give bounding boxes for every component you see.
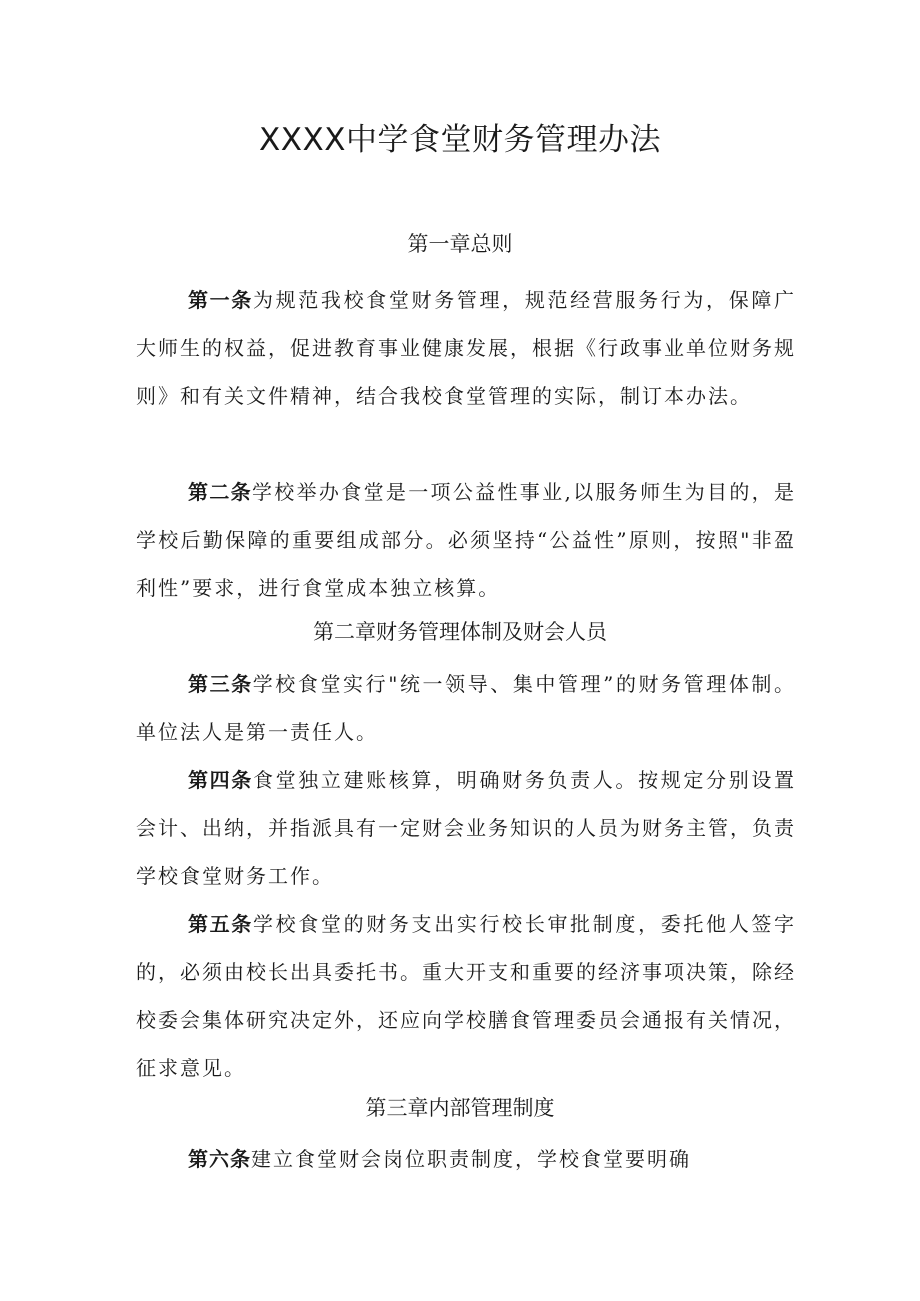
article-4-number: 第四条: [188, 768, 253, 792]
article-3: [136, 660, 796, 756]
article-1: [136, 276, 796, 420]
chapter-2-heading: 第二章财务管理体制及财会人员: [313, 620, 607, 644]
article-5: [136, 900, 796, 1092]
article-1-text: 为规范我校食堂财务管理，规范经营服务行为，保障广大师生的权益，促进教育事业健康发展，根据《行政事业单位财务规则》和有关文件精神，结合我校食堂管理的实际，制订本办法。: [136, 288, 797, 408]
chapter-3-heading: 第三章内部管理制度: [365, 1096, 555, 1120]
article-5-text: 学校食堂的财务支出实行校长审批制度，委托他人签字的，必须由校长出具委托书。重大开支和重要的经济事项决策，除经校委会集体研究决定外，还应向学校膳食管理委员会通报有关情况，征求意见。: [136, 912, 797, 1080]
article-1-number: 第一条: [188, 288, 253, 312]
article-6: [136, 1135, 796, 1183]
article-5-number: 第五条: [188, 912, 253, 936]
article-6-number: 第六条: [188, 1147, 251, 1171]
article-3-number: 第三条: [188, 672, 253, 696]
article-2-text: 学校举办食堂是一项公益性事业,以服务师生为目的，是学校后勤保障的重要组成部分。必须坚持“公益性”原则，按照"非盈利性”要求，进行食堂成本独立核算。: [136, 480, 797, 600]
article-3-text: 学校食堂实行"统一领导、集中管理”的财务管理体制。单位法人是第一责任人。: [136, 672, 796, 744]
article-4-text: 食堂独立建账核算，明确财务负责人。按规定分别设置会计、出纳，并指派具有一定财会业务知识的人员为财务主管，负责学校食堂财务工作。: [136, 768, 797, 888]
article-4: [136, 756, 796, 900]
article-2-number: 第二条: [188, 480, 252, 504]
article-6-text: 建立食堂财会岗位职责制度，学校食堂要明确: [251, 1147, 691, 1171]
chapter-1-heading: 第一章总则: [407, 232, 513, 256]
article-2: [136, 468, 796, 612]
document-title: XXXX中学食堂财务管理办法: [259, 122, 661, 158]
